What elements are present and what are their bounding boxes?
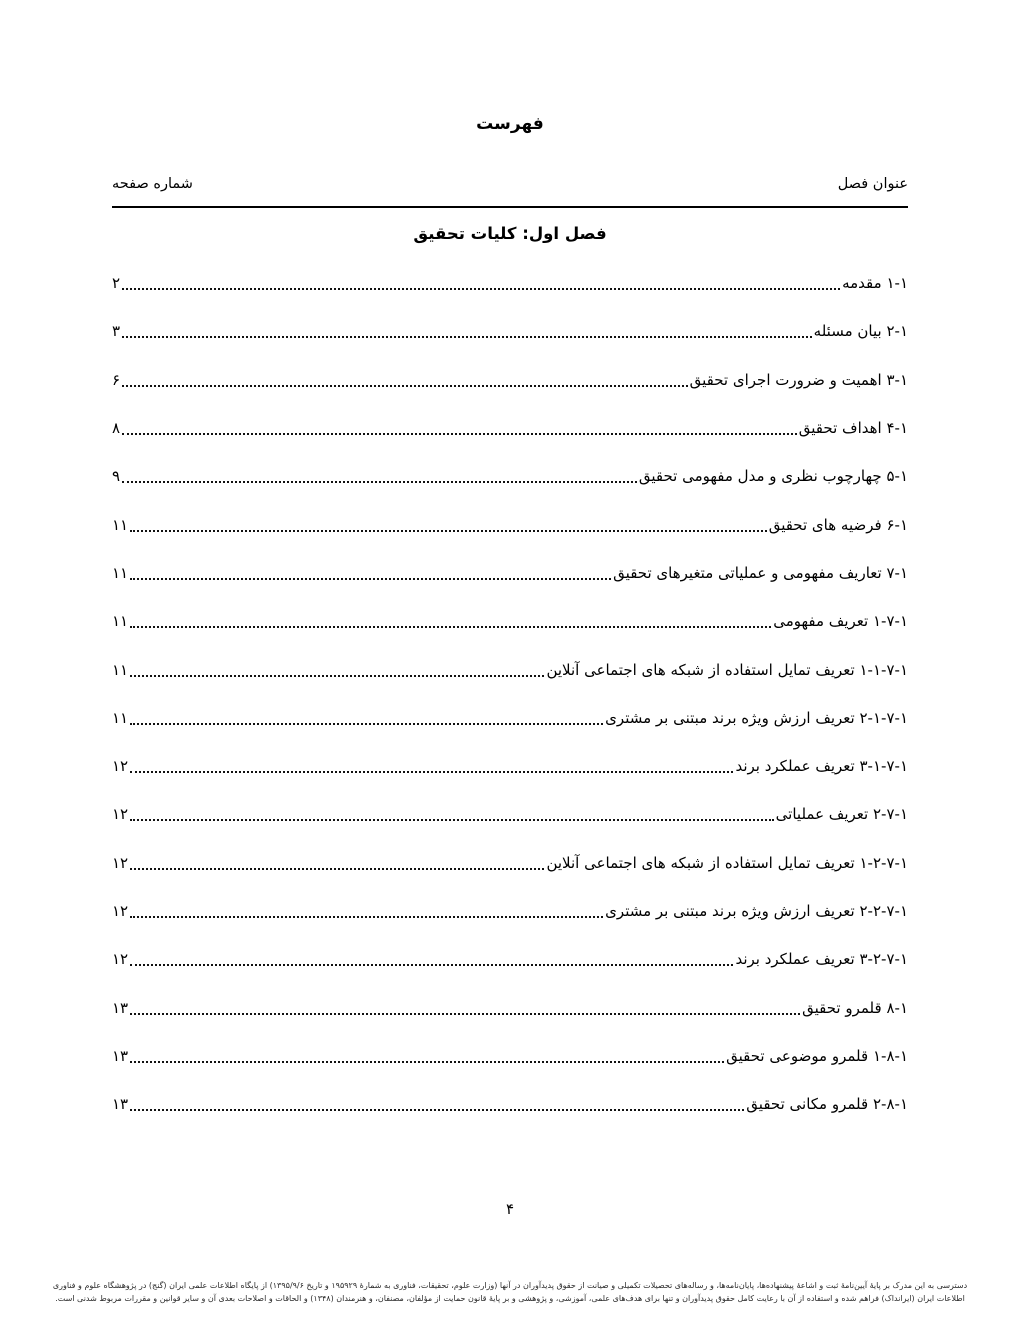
toc-entry-page: ۱۱ [112, 708, 129, 727]
toc-entry-page: ۱۲ [112, 757, 129, 776]
toc-entry[interactable] [112, 887, 908, 935]
toc-entry-label: ۱‏-‏۱ مقدمه [842, 274, 908, 293]
toc-entry-label: ۱‏-‏۶ فرضیه های تحقیق [768, 515, 908, 534]
toc-leader-dots [122, 481, 637, 483]
toc-leader-dots [122, 433, 797, 435]
toc-entry-label: ۱‏-‏۷‏-‏۱‏-‏۳ تعریف عملکرد برند [735, 757, 908, 776]
page-title: فهرست [476, 114, 544, 134]
toc-entry[interactable] [112, 597, 908, 645]
toc-entry-page: ۸ [112, 419, 121, 438]
toc-entry[interactable] [112, 742, 908, 790]
page-number: ۴ [505, 1200, 515, 1218]
toc-entry-label: ۱‏-‏۷‏-‏۲ تعریف عملیاتی [775, 805, 908, 824]
footer-access-notice [52, 1279, 968, 1305]
toc-entry-page: ۱۱ [112, 515, 129, 534]
toc-entry-page: ۱۳ [112, 998, 129, 1017]
toc-entry[interactable] [112, 259, 908, 307]
toc-leader-dots [130, 819, 774, 821]
toc-entry-label: ۱‏-‏۵ چهارچوب نظری و مدل مفهومی تحقیق [638, 467, 908, 486]
toc-entry-label: ۱‏-‏۸‏-‏۲ قلمرو مکانی تحقیق [746, 1095, 908, 1114]
toc-leader-dots [130, 723, 603, 725]
toc-leader-dots [122, 336, 812, 338]
toc-entry-label: ۱‏-‏۷‏-‏۲‏-‏۱ تعریف تمایل استفاده از شبکه های اجتماعی آنلاین [546, 853, 908, 872]
toc-entry-label: ۱‏-‏۸ قلمرو تحقیق [802, 998, 908, 1017]
toc-entry-label: ۱‏-‏۷‏-‏۱‏-‏۲ تعریف ارزش ویژه برند مبتنی بر مشتری [605, 708, 908, 727]
toc-leader-dots [130, 1013, 800, 1015]
column-header-page-number: شماره صفحه [112, 176, 193, 192]
toc-entry-label: ۱‏-‏۸‏-‏۱ قلمرو موضوعی تحقیق [726, 1046, 908, 1065]
toc-entry[interactable] [112, 452, 908, 500]
toc-entry[interactable] [112, 790, 908, 838]
toc-leader-dots [130, 868, 544, 870]
toc-entry-label: ۱‏-‏۳ اهمیت و ضرورت اجرای تحقیق [689, 370, 908, 389]
toc-entry-label: ۱‏-‏۷‏-‏۲‏-‏۲ تعریف ارزش ویژه برند مبتنی بر مشتری [605, 902, 908, 920]
toc-entry[interactable] [112, 839, 908, 887]
toc-entry-label: ۱‏-‏۷‏-‏۲‏-‏۳ تعریف عملکرد برند [735, 950, 908, 969]
toc-entry-page: ۶ [112, 370, 121, 389]
toc-entry-page: ۱۲ [112, 805, 129, 824]
toc-leader-dots [130, 578, 611, 580]
toc-entry[interactable] [112, 356, 908, 404]
footer-notice-line-2: اطلاعات ایران (ایرانداک) فراهم شده و استفاده از آن با رعایت کامل حقوق پدیدآوران و تنها برای هدف‌های علمی، آموزشی، و پژوهشی و بر پایهٔ قانون حمایت از مؤلفان، مصنفان، و هنرمندان (۱۳۴۸) و الحاقات و اصلاحات بعدی آن و سایر قوانین و مقررات مربوط شدنی است. [55, 1294, 965, 1303]
toc-entry-label: ۱‏-‏۲ بیان مسئله [813, 322, 908, 341]
toc-leader-dots [130, 771, 733, 773]
toc-leader-dots [130, 626, 771, 628]
toc-entry-page: ۱۳ [112, 1046, 129, 1065]
toc-entry-page: ۱۱ [112, 660, 129, 679]
toc-leader-dots [130, 916, 603, 918]
toc-column-headers [112, 176, 908, 192]
toc-leader-dots [130, 1061, 724, 1063]
toc-entry-label: ۱‏-‏۷‏-‏۱‏-‏۱ تعریف تمایل استفاده از شبکه های اجتماعی آنلاین [546, 660, 908, 679]
toc-entry-page: ۲ [112, 274, 121, 293]
toc-leader-dots [122, 385, 688, 387]
toc-entry-page: ۱۲ [112, 950, 129, 969]
toc-entry-label: ۱‏-‏۴ اهداف تحقیق [798, 419, 908, 438]
toc-leader-dots [122, 288, 840, 290]
toc-entry[interactable] [112, 983, 908, 1031]
toc-entry[interactable] [112, 694, 908, 742]
toc-entry[interactable] [112, 549, 908, 597]
toc-entry-label: ۱‏-‏۷ تعاریف مفهومی و عملیاتی متغیرهای تحقیق [613, 563, 908, 582]
toc-entry-page: ۱۱ [112, 563, 129, 582]
toc-entry[interactable] [112, 1032, 908, 1080]
toc-leader-dots [130, 964, 733, 966]
footer-notice-line-1: دسترسی به این مدرک بر پایهٔ آیین‌نامهٔ ثبت و اشاعهٔ پیشنهاده‌ها، پایان‌نامه‌ها، و رساله‌های تحصیلات تکمیلی و صیانت از حقوق پدیدآوران در آنها (وزارت علوم، تحقیقات، فناوری به شمارهٔ ۱۹۵۹۲۹ و تاریخ ۱۳۹۵/۹/۶) از پایگاه اطلاعات علمی ایران (گنج) در پژوهشگاه علوم و فناوری [52, 1281, 968, 1290]
column-header-chapter-title: عنوان فصل [837, 176, 908, 192]
toc-entry-page: ۱۱ [112, 612, 129, 631]
toc-entry[interactable] [112, 404, 908, 452]
toc-entry-page: ۳ [112, 322, 121, 341]
toc-entry[interactable] [112, 500, 908, 548]
toc-entry[interactable] [112, 645, 908, 693]
toc-entry[interactable] [112, 935, 908, 983]
toc-leader-dots [130, 1109, 744, 1111]
toc-entry[interactable] [112, 1080, 908, 1128]
chapter-heading: فصل اول: کلیات تحقیق [413, 224, 607, 243]
toc-entry-page: ۹ [112, 467, 121, 486]
toc-entry-label: ۱‏-‏۷‏-‏۱ تعریف مفهومی [773, 612, 908, 631]
header-divider-line [112, 206, 908, 208]
toc-entry-page: ۱۲ [112, 853, 129, 872]
toc-list [112, 259, 908, 1128]
toc-entry[interactable] [112, 307, 908, 355]
toc-leader-dots [130, 530, 767, 532]
toc-leader-dots [130, 675, 544, 677]
toc-entry-page: ۱۲ [112, 902, 129, 920]
toc-entry-page: ۱۳ [112, 1095, 129, 1114]
